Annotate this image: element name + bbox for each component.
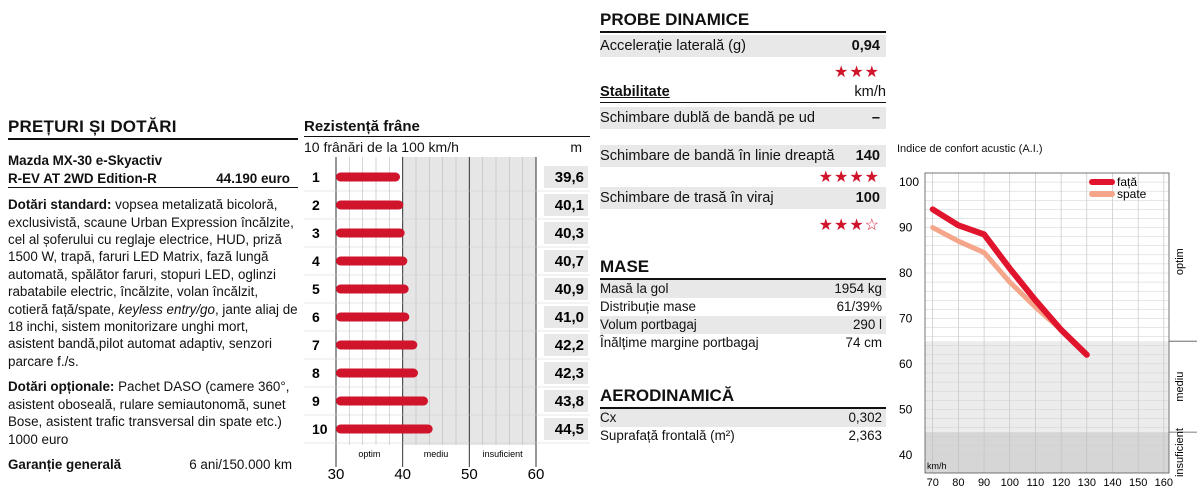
trajectory-stars: ★★★☆ xyxy=(818,217,880,234)
brakes-row-number: 6 xyxy=(312,309,320,325)
brakes-value-label: 39,6 xyxy=(554,169,584,186)
lateral-stars: ★★★ xyxy=(833,64,880,81)
model-price: 44.190 euro xyxy=(216,170,290,186)
brakes-value-label: 42,3 xyxy=(554,365,584,382)
acoustic-x-tick: 80 xyxy=(952,477,965,488)
acoustic-legend-label: spate xyxy=(1117,187,1147,201)
acoustic-zones xyxy=(925,341,1169,473)
standard-text-b: , jante aliaj de 18 inchi, sistem monitorizare unghi mort, asistent bandă,pilot automat adaptiv, senzori parcare f./s. xyxy=(8,301,298,369)
brakes-zone-label: insuficient xyxy=(482,449,523,459)
brakes-value-label: 40,3 xyxy=(554,225,584,242)
aero-title: AERODINAMICĂ xyxy=(600,386,886,409)
area-row xyxy=(600,427,886,445)
brakes-bar xyxy=(336,397,428,406)
brakes-unit: m xyxy=(570,139,582,155)
acoustic-x-tick: 70 xyxy=(926,477,939,488)
mass-row xyxy=(600,316,886,334)
lane-change-row xyxy=(600,145,886,167)
brakes-bar xyxy=(336,313,409,322)
acoustic-x-tick: 140 xyxy=(1103,477,1122,488)
brakes-chart xyxy=(304,157,590,497)
acoustic-y-tick: 40 xyxy=(899,447,913,462)
mass-table xyxy=(600,280,886,352)
model-line-2: R-EV AT 2WD Edition-R xyxy=(8,170,157,186)
acoustic-x-tick: 160 xyxy=(1154,477,1174,488)
brakes-bar xyxy=(336,369,418,378)
cx-value: 0,302 xyxy=(848,410,882,425)
brakes-row-number: 10 xyxy=(312,421,328,437)
double-lane-row xyxy=(600,107,886,129)
brakes-value-label: 40,9 xyxy=(554,281,584,298)
stability-unit: km/h xyxy=(854,84,886,100)
acoustic-lines xyxy=(933,182,1112,355)
mass-label: Masă la gol xyxy=(600,281,669,296)
standard-label: Dotări standard: xyxy=(8,197,112,213)
lateral-value: 0,94 xyxy=(851,38,880,54)
area-value: 2,363 xyxy=(848,428,882,443)
lateral-label: Accelerație laterală (g) xyxy=(600,38,747,54)
acoustic-x-unit: km/h xyxy=(927,461,947,471)
brakes-bar xyxy=(336,229,405,238)
brakes-bar xyxy=(336,173,400,182)
acoustic-y-tick: 80 xyxy=(899,266,913,280)
acoustic-y-tick: 90 xyxy=(899,220,913,235)
brakes-row-number: 3 xyxy=(312,225,320,241)
acoustic-x-tick: 120 xyxy=(1051,477,1071,488)
brakes-row-number: 5 xyxy=(312,281,320,297)
mass-label: Distribuție mase xyxy=(600,299,696,314)
acoustic-zone-insufficient xyxy=(925,432,1169,473)
acoustic-legend-label: față xyxy=(1117,175,1138,189)
prices-title: PREȚURI ȘI DOTĂRI xyxy=(8,118,298,140)
brakes-bar xyxy=(336,341,417,350)
mass-title: MASE xyxy=(600,257,886,280)
double-lane-value: – xyxy=(871,110,880,126)
mass-value: 61/39% xyxy=(836,299,882,314)
acoustic-y-tick: 50 xyxy=(899,402,913,417)
dynamics-title: PROBE DINAMICE xyxy=(600,10,886,33)
standard-text-a: vopsea metalizată bicoloră, exclusivistă, scaune Urban Expression încălzite, cel al șoferului cu reglaje electrice, HUD, priză 1500 W, trapă, faruri LED Matrix, fază lungă automată, spălător faruri, stopuri LED, oglinzi rabatabile electric, încălzite, volan încălzit, cotieră față/spate, xyxy=(8,197,294,317)
stability-row xyxy=(600,82,886,103)
double-lane-label: Schimbare dublă de bandă pe ud xyxy=(600,110,816,126)
trajectory-value: 100 xyxy=(855,190,880,206)
brakes-bar xyxy=(336,257,407,266)
lane-change-value: 140 xyxy=(855,148,880,164)
model-line-1: Mazda MX-30 e-Skyactiv xyxy=(8,153,163,169)
brakes-bar xyxy=(336,425,433,434)
acoustic-y-tick: 60 xyxy=(899,356,913,371)
lane-change-label: Schimbare de bandă în linie dreaptă xyxy=(600,148,835,164)
area-label: Suprafață frontală (m²) xyxy=(600,428,735,443)
warranty-label: Garanție generală xyxy=(8,456,122,472)
brakes-value-label: 42,2 xyxy=(554,337,584,354)
brakes-zone-label: mediu xyxy=(423,449,449,459)
stability-label: Stabilitate xyxy=(600,84,670,100)
optional-equipment xyxy=(8,378,298,448)
acoustic-section xyxy=(897,143,1197,488)
acoustic-title: Indice de confort acustic (A.I.) xyxy=(897,143,1043,155)
brakes-value-label: 40,7 xyxy=(554,253,584,270)
cx-row xyxy=(600,409,886,427)
acoustic-zone-label: mediu xyxy=(1174,371,1186,402)
brakes-subtitle: 10 frânări de la 100 km/h xyxy=(304,139,459,155)
acoustic-zone-label: insuficient xyxy=(1174,428,1186,478)
acoustic-x-tick: 130 xyxy=(1077,477,1096,488)
brakes-row-number: 4 xyxy=(312,253,320,269)
mass-value: 290 l xyxy=(852,317,882,332)
brakes-axis-tick: 40 xyxy=(394,466,412,483)
brakes-row-number: 2 xyxy=(312,197,320,213)
acoustic-zone-label: optim xyxy=(1174,248,1186,276)
brakes-title: Rezistență frâne xyxy=(304,118,420,135)
trajectory-row xyxy=(600,187,886,209)
lane-change-stars: ★★★★ xyxy=(818,169,880,186)
warranty-row xyxy=(8,456,298,473)
brakes-value-label: 40,1 xyxy=(554,197,584,214)
prices-section xyxy=(8,118,298,473)
mass-value: 74 cm xyxy=(845,335,882,350)
acoustic-x-tick: 110 xyxy=(1026,477,1045,488)
brakes-row-number: 8 xyxy=(312,365,320,381)
brakes-axis-tick: 50 xyxy=(460,466,478,483)
acoustic-y-tick: 100 xyxy=(899,175,920,190)
acoustic-x-tick: 150 xyxy=(1128,477,1148,488)
mass-label: Înălțime margine portbagaj xyxy=(600,335,759,350)
brakes-bar xyxy=(336,285,409,294)
brakes-value-label: 44,5 xyxy=(554,421,584,438)
warranty-value: 6 ani/150.000 km xyxy=(189,456,292,472)
brakes-section xyxy=(304,118,590,497)
brakes-zone-label: optim xyxy=(358,449,381,459)
brakes-axis-tick: 60 xyxy=(527,466,545,483)
brakes-subtitle-row xyxy=(304,136,590,157)
mass-value: 1954 kg xyxy=(834,281,882,296)
mass-row xyxy=(600,334,886,352)
trajectory-label: Schimbare de trasă în viraj xyxy=(600,190,774,206)
optional-text: Pachet DASO (camere 360°, asistent oboseală, rulare semiautonomă, sunet Bose, asistent trafic transversal din spate etc.) 1000 euro xyxy=(8,379,290,447)
mass-label: Volum portbagaj xyxy=(600,317,697,332)
dynamics-column xyxy=(600,10,886,445)
standard-equipment xyxy=(8,196,298,370)
cx-label: Cx xyxy=(600,410,617,425)
brakes-axis-tick: 30 xyxy=(327,466,345,483)
brakes-row-number: 1 xyxy=(312,169,320,185)
brakes-row-number: 9 xyxy=(312,393,320,409)
brakes-value-label: 41,0 xyxy=(554,309,584,326)
lateral-row xyxy=(600,35,886,57)
brakes-row-number: 7 xyxy=(312,337,320,353)
acoustic-x-tick: 100 xyxy=(1000,477,1019,488)
mass-row xyxy=(600,298,886,316)
optional-label: Dotări opționale: xyxy=(8,379,115,395)
model-price-row xyxy=(8,170,298,188)
acoustic-y-tick: 70 xyxy=(899,311,913,326)
brakes-bar xyxy=(336,201,403,210)
mass-row xyxy=(600,280,886,298)
brakes-value-label: 43,8 xyxy=(554,393,584,410)
acoustic-chart xyxy=(897,157,1197,488)
standard-text-italic: keyless entry/go xyxy=(118,301,215,317)
acoustic-x-tick: 90 xyxy=(977,477,991,488)
